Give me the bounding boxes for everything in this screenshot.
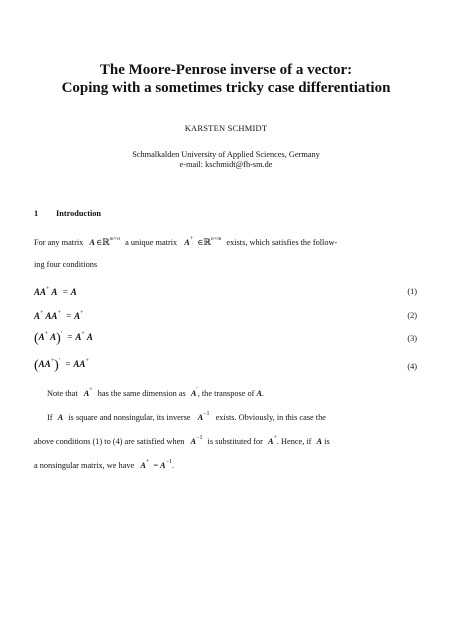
text-span: a nonsingular matrix, we have: [34, 461, 135, 470]
text-span: exists, which satisfies the follow-: [226, 238, 338, 247]
text-span: is substituted for: [207, 437, 263, 446]
math-symbol: A: [51, 287, 58, 297]
paragraph-line: ing four conditions: [34, 260, 98, 269]
math-symbol: A: [83, 389, 90, 398]
paragraph-line: [34, 236, 337, 248]
paragraph-line: [47, 411, 326, 422]
text-span: is square and nonsingular, its inverse: [68, 413, 191, 422]
text-span: above conditions (1) to (4) are satisfied when: [34, 437, 185, 446]
math-symbol: +: [189, 236, 194, 242]
paragraph-line: [34, 435, 330, 446]
math-symbol: =: [62, 287, 68, 297]
equation-number: (3): [407, 334, 417, 343]
math-symbol: A: [38, 332, 45, 342]
text-span: a unique matrix: [125, 238, 178, 247]
math-symbol: A: [38, 359, 45, 369]
section-number: 1: [34, 209, 39, 218]
math-symbol: =: [65, 359, 71, 369]
math-symbol: +: [46, 286, 50, 292]
text-span: . Hence, if: [276, 437, 312, 446]
math-symbol: A: [75, 332, 82, 342]
math-symbol: A: [34, 287, 41, 297]
text-span: If: [47, 413, 53, 422]
math-symbol: A: [256, 389, 263, 398]
math-symbol: ′: [196, 387, 198, 393]
math-symbol: A: [70, 287, 77, 297]
math-symbol: +: [57, 310, 61, 316]
math-symbol: A: [140, 461, 146, 470]
paragraph-line: [47, 387, 264, 398]
paper-title-line-1: The Moore-Penrose inverse of a vector:: [99, 62, 353, 78]
math-symbol: ℝ: [102, 238, 110, 248]
text-span: exists. Obviously, in this case the: [215, 413, 326, 422]
text-span: is: [324, 437, 330, 446]
text-span: , the transpose of: [197, 389, 255, 398]
math-symbol: A: [89, 238, 95, 247]
equation-1: [34, 286, 77, 297]
math-symbol: A: [316, 437, 323, 446]
text-span: has the same dimension as: [97, 389, 186, 398]
email-address: e-mail: kschmidt@fh-sm.de: [179, 160, 273, 169]
text-span: Note that: [47, 389, 78, 398]
equation-number: (2): [407, 311, 417, 320]
math-symbol: A: [73, 359, 80, 369]
math-symbol: +: [80, 310, 84, 316]
math-symbol: A: [190, 437, 197, 446]
math-symbol: A: [51, 311, 58, 321]
paper-title-line-2: Coping with a sometimes tricky case differentiation: [61, 80, 391, 96]
math-symbol: A: [79, 359, 86, 369]
math-symbol: A: [160, 461, 166, 470]
equation-4: (AA+)′ = AA+: [34, 358, 89, 373]
math-symbol: ∈: [95, 238, 103, 247]
author-name: KARSTEN SCHMIDT: [184, 123, 268, 133]
math-symbol: A: [57, 413, 64, 422]
math-symbol: A: [184, 238, 190, 247]
equation-3: (A+ A)′ = A+ A: [34, 331, 93, 346]
math-symbol: ′: [60, 331, 63, 337]
math-symbol: A: [267, 437, 274, 446]
math-symbol: +: [89, 387, 93, 393]
math-symbol: m×n: [109, 236, 121, 242]
text-span: .: [262, 389, 265, 398]
math-symbol: A: [190, 389, 197, 398]
text-span: .: [171, 461, 175, 470]
math-symbol: =: [153, 461, 159, 470]
math-symbol: −1: [196, 435, 203, 441]
math-symbol: =: [67, 332, 73, 342]
math-symbol: +: [44, 331, 49, 337]
math-symbol: n×m: [210, 236, 222, 242]
math-symbol: +: [81, 331, 85, 337]
section-title: Introduction: [56, 209, 102, 218]
math-symbol: +: [40, 310, 44, 316]
math-symbol: ∈: [197, 238, 204, 247]
math-symbol: A: [86, 332, 93, 342]
equation-number: (4): [407, 362, 417, 371]
math-symbol: A: [50, 332, 57, 342]
math-symbol: A: [45, 311, 52, 321]
math-symbol: A: [40, 287, 47, 297]
paragraph-line: [34, 459, 174, 470]
math-symbol: −1: [165, 459, 172, 465]
equation-2: [34, 310, 84, 321]
math-symbol: A: [197, 413, 204, 422]
math-symbol: +: [50, 358, 55, 364]
math-symbol: =: [66, 311, 72, 321]
math-symbol: ′: [58, 358, 61, 364]
math-symbol: −1: [203, 411, 210, 417]
text-span: For any matrix: [34, 238, 84, 247]
math-symbol: A: [44, 359, 51, 369]
math-symbol: +: [145, 459, 150, 465]
math-symbol: +: [273, 435, 277, 441]
math-symbol: +: [85, 358, 89, 364]
affiliation: Schmalkalden University of Applied Sciences, Germany: [132, 150, 320, 159]
math-symbol: A: [74, 311, 81, 321]
math-symbol: ℝ: [203, 238, 211, 248]
equation-number: (1): [407, 287, 417, 296]
math-symbol: A: [34, 311, 41, 321]
section-heading: [34, 209, 101, 218]
